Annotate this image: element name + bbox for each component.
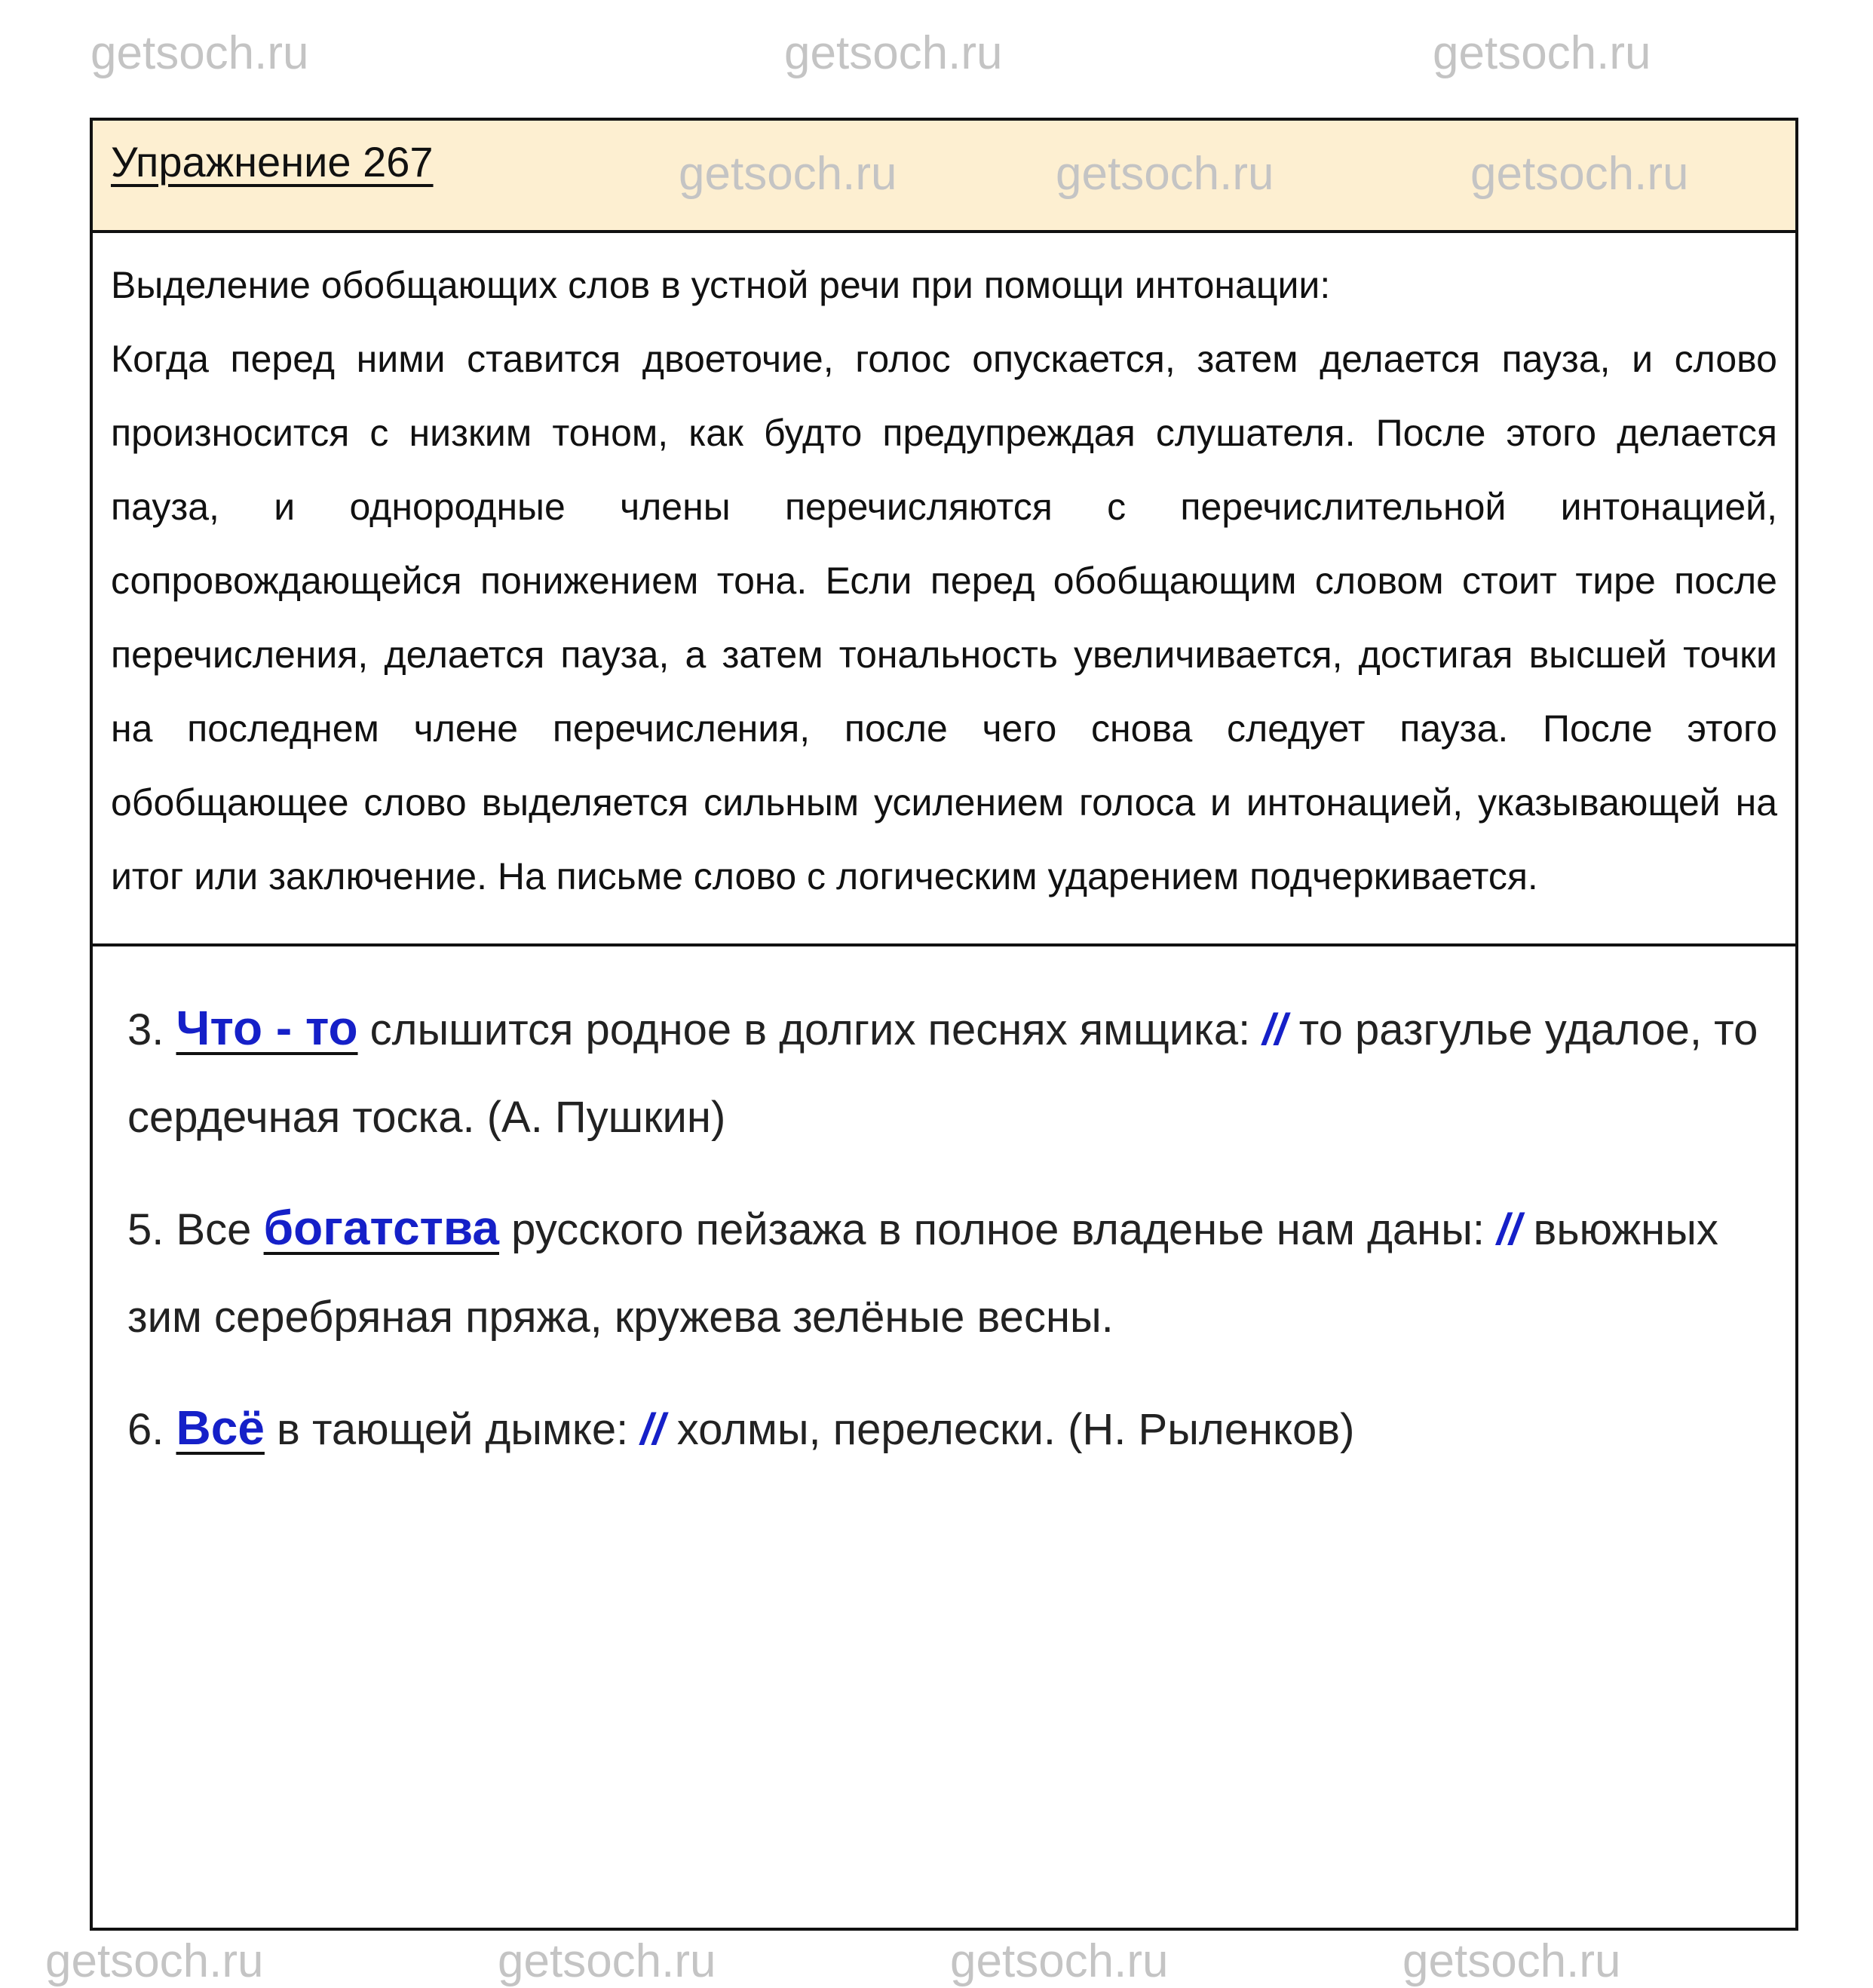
generalizing-word: богатства (263, 1201, 499, 1255)
watermark: getsoch.ru (1470, 148, 1689, 200)
example-number: 5. (127, 1205, 164, 1254)
pause-mark: // (1262, 1005, 1287, 1054)
watermark: getsoch.ru (1433, 27, 1651, 79)
watermark: getsoch.ru (950, 1935, 1169, 1987)
theory-section (93, 233, 1795, 946)
example-text: холмы, перелески. (Н. Рыленков) (676, 1405, 1355, 1454)
example-text: то разгулье удалое, то сердечная тоска. (А. Пушкин) (127, 1005, 1758, 1142)
watermark: getsoch.ru (498, 1935, 716, 1987)
examples-section (93, 946, 1795, 1474)
example-text: слышится родное в долгих песнях ямщика: (369, 1005, 1251, 1054)
pause-mark: // (640, 1405, 665, 1454)
example-text: в тающей дымке: (277, 1405, 629, 1454)
watermark: getsoch.ru (1056, 148, 1274, 200)
theory-intro: Выделение обобщающих слов в устной речи при помощи интонации: (111, 264, 1331, 306)
pause-mark: // (1497, 1205, 1522, 1254)
theory-text: Когда перед ними ставится двоеточие, голос опускается, затем делается пауза, и слово произносится с низким тоном, как будто предупреждая слушателя. После этого делается пауза, и однородные члены перечисляются с перечислительной интонацией, сопровождающейся понижением тона. Если перед обобщающим словом стоит тире после перечисления, делается пауза, а затем тональность увеличивается, достигая высшей точки на последнем члене перечисления, после чего снова следует пауза. После этого обобщающее слово выделяется сильным усилением голоса и интонацией, указывающей на итог или заключение. На письме слово с логическим ударением подчеркивается. (111, 338, 1777, 897)
exercise-title: Упражнение 267 (111, 138, 434, 186)
watermark: getsoch.ru (679, 148, 897, 200)
example-text: русского пейзажа в полное владенье нам даны: (511, 1205, 1485, 1254)
example-item (127, 984, 1777, 1161)
example-number: 6. (127, 1405, 164, 1454)
watermark: getsoch.ru (45, 1935, 264, 1987)
example-item (127, 1384, 1777, 1474)
example-item (127, 1184, 1777, 1361)
watermark: getsoch.ru (90, 27, 309, 79)
watermark: getsoch.ru (784, 27, 1003, 79)
example-text: вьюжных зим серебряная пряжа, кружева зелёные весны. (127, 1205, 1718, 1342)
exercise-card (90, 118, 1798, 1931)
watermark: getsoch.ru (1402, 1935, 1621, 1987)
generalizing-word: Что - то (176, 1001, 358, 1055)
generalizing-word: Всё (176, 1400, 265, 1455)
example-number: 3. (127, 1005, 164, 1054)
example-text: Все (176, 1205, 252, 1254)
